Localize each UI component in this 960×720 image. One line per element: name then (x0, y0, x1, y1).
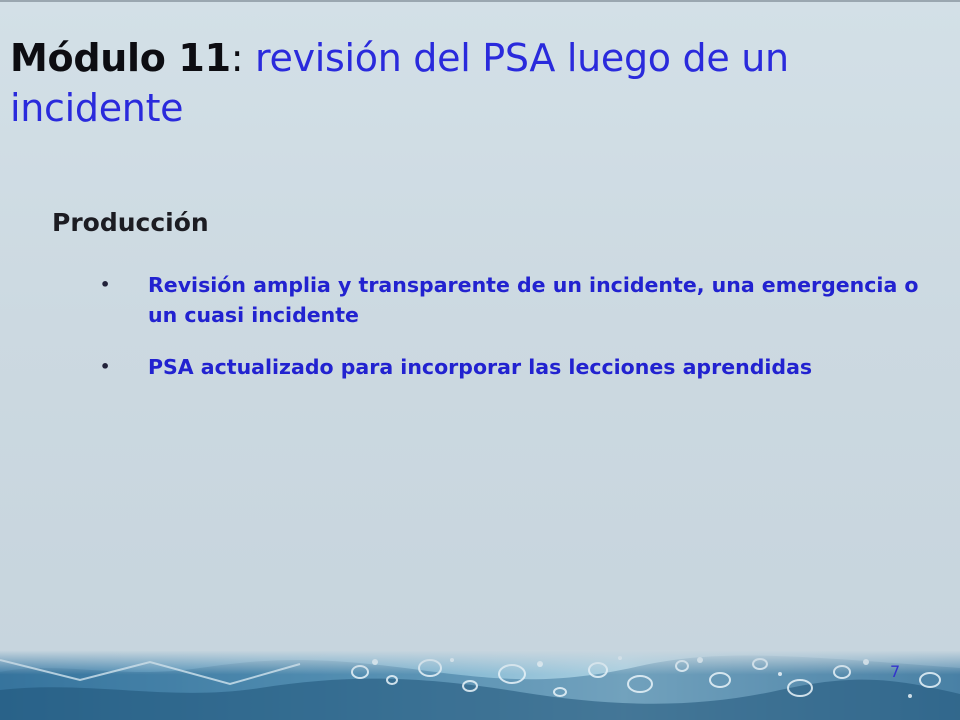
bullet-marker: • (100, 357, 111, 376)
title-module-number: Módulo 11 (10, 36, 231, 80)
bullet-item (100, 270, 920, 330)
top-divider (0, 0, 960, 2)
bullet-item (100, 352, 920, 382)
title-subject: revisión del PSA luego de un incidente (10, 36, 789, 130)
bullet-marker: • (100, 275, 111, 294)
title-colon: : (230, 36, 244, 80)
page-number: 7 (890, 662, 901, 681)
section-heading: Producción (52, 208, 209, 237)
slide-title (10, 33, 940, 133)
bullet-list (100, 270, 920, 404)
bullet-text: PSA actualizado para incorporar las lecciones aprendidas (148, 355, 813, 379)
bullet-text: Revisión amplia y transparente de un incidente, una emergencia o un cuasi incidente (148, 273, 919, 327)
water-splash-banner (0, 650, 960, 720)
